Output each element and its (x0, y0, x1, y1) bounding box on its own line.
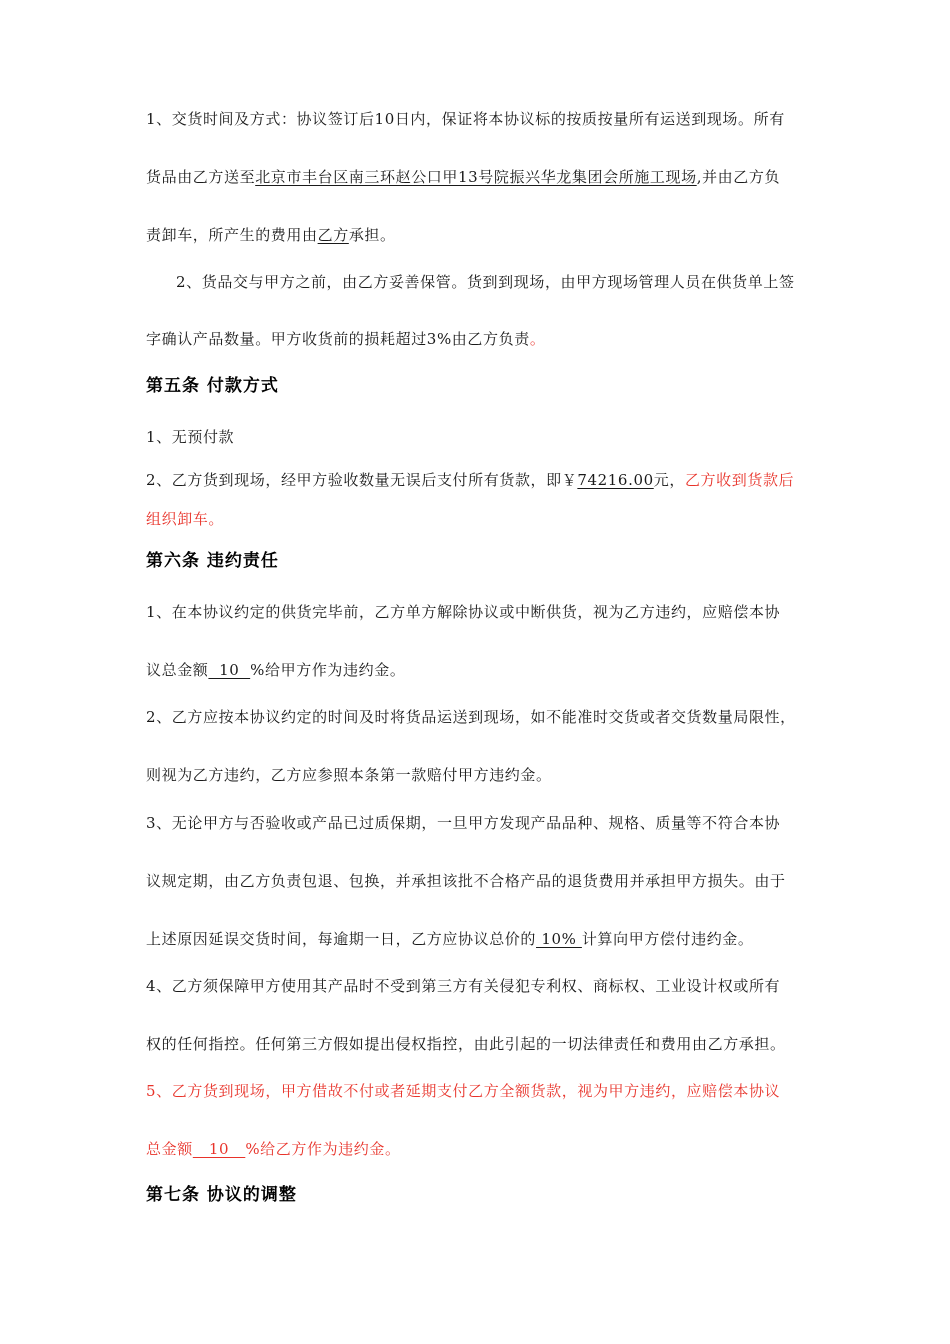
paragraph-storage-line-2 (146, 328, 545, 350)
delivery-address: 北京市丰台区南三环赵公口甲13号院振兴华龙集团会所施工现场 (255, 168, 697, 186)
text: 计算向甲方偿付违约金。 (581, 930, 754, 948)
liability-item-4-line-2: 权的任何指控。任何第三方假如提出侵权指控，由此引起的一切法律责任和费用由乙方承担。 (146, 1035, 786, 1053)
text: ,并由乙方负 (696, 168, 781, 186)
text: 2、货品交与甲方之前，由乙方妥善保管。货到到现场，由甲方现场管理人员在供货单上签 (176, 273, 795, 291)
daily-penalty-percent: 10% (536, 930, 582, 948)
text: 议总金额 (146, 661, 209, 679)
text: 责卸车，所产生的费用由 (146, 226, 318, 244)
text: %给乙方作为违约金。 (245, 1140, 401, 1158)
text: 货品由乙方送至 (146, 168, 256, 186)
penalty-percent: 10 (192, 1140, 246, 1158)
payment-amount: 74216.00 (577, 471, 654, 489)
liability-item-1-line-1: 1、在本协议约定的供货完毕前，乙方单方解除协议或中断供货，视为乙方违约，应赔偿本协 (146, 603, 781, 621)
liability-item-3-line-1: 3、无论甲方与否验收或产品已过质保期，一旦甲方发现产品品种、规格、质量等不符合本协 (146, 814, 781, 832)
text: 字确认产品数量。甲方收货前的损耗超过3%由乙方负责 (146, 330, 530, 348)
payment-item-2-line-1 (146, 469, 794, 491)
liability-item-1-line-2 (146, 659, 405, 681)
text: 乙方收到货款后 (684, 471, 795, 489)
payment-item-1 (146, 426, 234, 448)
section-heading-liability: 第六条 违约责任 (146, 551, 279, 571)
paragraph-delivery-line-3 (146, 224, 396, 246)
text: 。 (529, 330, 546, 348)
liability-item-2-line-1: 2、乙方应按本协议约定的时间及时将货品运送到现场，如不能准时交货或者交货数量局限性， (146, 708, 796, 726)
liability-item-2-line-2: 则视为乙方违约，乙方应参照本条第一款赔付甲方违约金。 (146, 766, 552, 784)
liability-item-5-line-2 (146, 1138, 401, 1160)
paragraph-delivery-line-1 (146, 108, 785, 130)
paragraph-storage-line-1 (176, 271, 795, 293)
text: 元， (653, 471, 685, 489)
text: 1、无预付款 (146, 428, 235, 446)
section-heading-adjustment: 第七条 协议的调整 (146, 1185, 297, 1205)
paragraph-delivery-line-2 (146, 166, 780, 188)
liability-item-3-line-3 (146, 928, 754, 950)
text: 总金额 (146, 1140, 193, 1158)
section-heading-payment: 第五条 付款方式 (146, 376, 279, 396)
text: 承担。 (348, 226, 396, 244)
penalty-percent: 10 (208, 661, 251, 679)
responsible-party: 乙方 (317, 226, 349, 244)
text: %给甲方作为违约金。 (250, 661, 406, 679)
text: 上述原因延误交货时间，每逾期一日，乙方应协议总价的 (146, 930, 537, 948)
payment-item-2-line-2: 组织卸车。 (146, 510, 225, 528)
text: 1、交货时间及方式：协议签订后10日内，保证将本协议标的按质按量所有运送到现场。所有 (146, 110, 785, 128)
liability-item-3-line-2: 议规定期，由乙方负责包退、包换，并承担该批不合格产品的退货费用并承担甲方损失。由于 (146, 872, 786, 890)
liability-item-5-line-1: 5、乙方货到现场，甲方借故不付或者延期支付乙方全额货款，视为甲方违约，应赔偿本协议 (146, 1082, 781, 1100)
text: 2、乙方货到现场，经甲方验收数量无误后支付所有货款，即￥ (146, 471, 578, 489)
liability-item-4-line-1: 4、乙方须保障甲方使用其产品时不受到第三方有关侵犯专利权、商标权、工业设计权或所有 (146, 977, 781, 995)
